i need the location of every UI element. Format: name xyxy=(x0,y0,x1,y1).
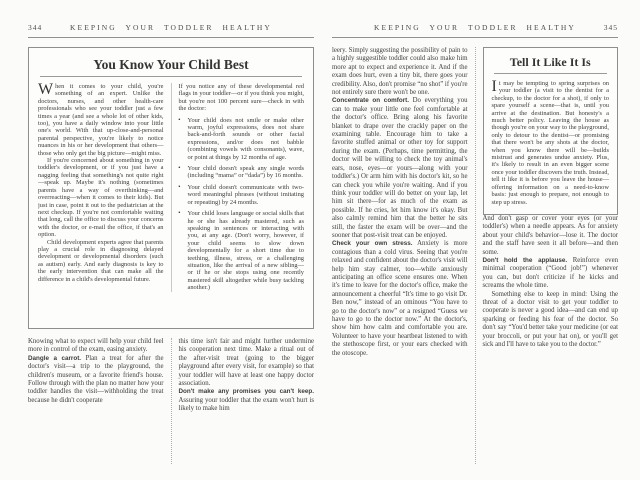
paragraph xyxy=(332,240,468,358)
paragraph: If you notice any of these developmental red flags in your toddler—or if you think you might, but you're not 100 percent sure—check in with the doctor: xyxy=(178,83,304,113)
paragraph-text: t may be tempting to spring surprises on your toddler (a visit to the dentist for a checkup, to the doctor for a shot), if only to spare yourself a scene—that is, until you arrive at the destination. But honesty's a much better policy. Leaving the house as though you're on your way to the playground, only to detour to the dentist—or promising that there won't be any shots at the doctor, when you know there will be—builds mistrust and generates undue anxiety. Plus, it's likely to result in an even bigger scene once your toddler discovers the truth. Instead, tell it like it is before you leave the house—offering information on a need-to-know basis: just enough to prepare, not enough to step up stress. xyxy=(491,80,609,206)
box-title: You Know Your Child Best xyxy=(93,57,249,72)
box-column-2 xyxy=(171,83,305,292)
body-column-2 xyxy=(171,338,315,464)
paragraph: And don't gasp or cover your eyes (or your toddler's) when a needle appears. As for anxiety about your child's behavior—lose it. The doctor and the staff have seen it all before—and then some. xyxy=(482,214,618,256)
body-columns-right xyxy=(332,47,618,464)
paragraph-lead: Check your own stress. xyxy=(332,240,413,248)
paragraph-text: Anxiety is more contagious than a cold virus. Seeing that you're relaxed and confident about the doctor's visit will help him stay calmer, too—while anxiously anticipating an office scene ensures one. When it's time to leave for the doctor's office, make the announcement a cheerful “It's time to go visit Dr. Ben now,” instead of an ominous “You have to go to the doctor's now” or a resigned “Guess we have to go to the doctor now.” At the doctor's, show him how calm and comfortable you are. Volunteer to have your heartbeat listened to with the stethoscope first, or your ears checked with the otoscope. xyxy=(332,240,468,357)
sidebar-box-you-know-your-child-best xyxy=(28,47,314,329)
right-page xyxy=(332,24,618,464)
page-number-right: 345 xyxy=(603,24,618,32)
page-header-left xyxy=(28,24,314,34)
page-number-left: 344 xyxy=(28,24,43,32)
paragraph-lead: Dangle a carrot. xyxy=(28,354,82,362)
body-column-2 xyxy=(475,47,619,464)
left-page xyxy=(28,24,314,464)
paragraph xyxy=(492,80,610,206)
paragraph: Child development experts agree that parents play a crucial role in diagnosing delayed development or developmental disorders (such as autism) early. And early diagnosis is key to the early intervention that can make all the difference in a child's developmental future. xyxy=(38,238,164,283)
paragraph-text: Reinforce even minimal cooperation (“Good job!”) whenever you can, but don't criticize if he kicks and screams the whole time. xyxy=(482,256,618,290)
paragraph xyxy=(38,83,164,157)
bullet-item: ▪ Your child loses language or social skills that he or she has already mastered, such as speaking in sentences or interacting with you, at any age. (Don't worry, however, if your child seems to slow down developmentally for a short time due to teething, illness, stress, or a challenging situation, like the arrival of a new sibling—or if he or she stops using one recently mastered skill altogether while busy tackling another.) xyxy=(179,210,305,291)
paragraph-text: Assuring your toddler that the exam won't hurt is likely to make him xyxy=(178,396,314,413)
paragraph: Knowing what to expect will help your child feel more in control of the exam, easing anxiety. xyxy=(28,338,164,354)
body-column-1 xyxy=(28,338,171,464)
dropcap: W xyxy=(38,83,54,98)
paragraph-text: Plan a treat for after the doctor's visit—a trip to the playground, the children's museum, or a favorite friend's house. Follow through with the plan no matter how your toddler handles the visit—withholding the treat because he didn't cooperate xyxy=(28,354,164,404)
running-head-left: KEEPING YOUR TODDLER HEALTHY xyxy=(70,24,272,32)
paragraph-lead: Concentrate on comfort. xyxy=(332,97,409,105)
paragraph-text: hen it comes to your child, you're something of an expert. Unlike the doctors, nurses, and other health-care professionals who see your toddler just a few times a year (and see a whole lot of other kids, too), you have a daily window into your little one's world. With that up-close-and-personal parental perspective, you're likely to notice nuances in his or her development that others—those who only get the big picture—might miss. xyxy=(38,83,164,157)
dropcap: I xyxy=(491,78,497,95)
bullet-item: ▪ Your child doesn't communicate with two-word meaningful phrases (without imitating or repeating) by 24 months. xyxy=(179,184,305,206)
paragraph xyxy=(28,355,164,405)
paragraph-text: Do everything you can to make your little one feel comfortable at the doctor's office. Bring along his favorite blanket to drape over the crackly paper on the examining table. Encourage him to take a favorite stuffed animal or other toy for support during the exam. (Perhaps, time permitting, the doctor will be willing to check the toy animal's ears, nose, eyes—or yours—along with your toddler's.) Or arm him with his doctor's kit, so he can check you while you're waiting. And if you think your toddler will do better on your lap, let him sit there—for as much of the exam as possible. If he cries, let him know it's okay. But also calmly remind him that the better he sits still, the faster the exam will be over—and the sooner that post-visit treat can be enjoyed. xyxy=(332,97,468,239)
bullet-item: ▪ Your child does not smile or make other warm, joyful expressions, does not share back-and-forth sounds or other facial expressions, and/or does not babble (combining vowels with consonants), wave, or point at things by 12 months of age. xyxy=(179,117,305,161)
body-column-1 xyxy=(332,47,475,464)
box-column-1 xyxy=(38,83,171,292)
paragraph xyxy=(332,97,468,240)
box-title-rule xyxy=(40,76,302,77)
sidebar-box-tell-it-like-it-is xyxy=(483,47,619,215)
red-flags-bullet-list xyxy=(179,117,305,292)
bullet-item: ▪ Your child doesn't speak any single words (including “mama” or “dada”) by 16 months. xyxy=(179,165,305,180)
paragraph: Something else to keep in mind: Using the threat of a doctor visit to get your toddler to cooperate is never a good idea—and can end up sparking or feeding his fear of the doctor. So don't say “You'd better take your medicine (or eat your broccoli, or put your hat on), or you'll get sick and I'll have to take you to the doctor.” xyxy=(482,290,618,348)
paragraph: this time isn't fair and might further undermine his cooperation next time. Make a ritual out of the after-visit treat (going to the bigger playground after every visit, for example) so that your toddler will have at least one happy doctor association. xyxy=(178,338,314,388)
page-header-right xyxy=(332,24,618,34)
running-head-right: KEEPING YOUR TODDLER HEALTHY xyxy=(374,24,576,32)
paragraph: If you're concerned about something in your toddler's development, or if you just have a nagging feeling that something's not quite right—speak up. Maybe it's nothing (sometimes parents have a way of overthinking—and overreacting—when it comes to their kids). But just in case, point it out to the pediatrician at the next checkup. If you're not comfortable waiting that long, call the office to discuss your concerns with the doctor, or e-mail the office, if that's an option. xyxy=(38,157,164,239)
header-rule-left xyxy=(28,37,314,38)
paragraph: leery. Simply suggesting the possibility of pain to a highly suggestible toddler could also make him more apt to expect and experience it. And if the exam does hurt, even a tiny bit, there goes your credibility. Also, don't promise “no shot” if you're not entirely sure there won't be one. xyxy=(332,47,468,97)
body-columns-left xyxy=(28,338,314,464)
header-rule-right xyxy=(332,37,618,38)
paragraph xyxy=(483,257,619,291)
box-title: Tell It Like It Is xyxy=(509,55,591,69)
paragraph-lead: Don't make any promises you can't keep. xyxy=(178,388,314,396)
paragraph xyxy=(179,388,315,413)
paragraph-lead: Don't hold the applause. xyxy=(482,256,568,264)
box-columns xyxy=(38,83,304,292)
box-title-rule xyxy=(494,73,608,74)
